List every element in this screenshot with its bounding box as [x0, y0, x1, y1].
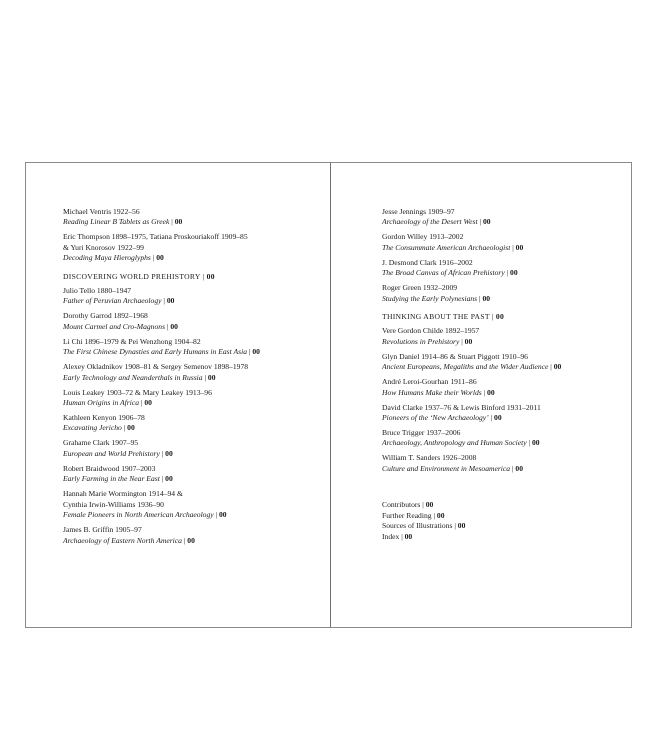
page-number: 00: [187, 535, 195, 545]
separator: |: [510, 242, 516, 252]
entry-title: Female Pioneers in North American Archaeology: [63, 510, 214, 520]
page-number: 00: [252, 347, 260, 357]
page-number: 00: [510, 268, 518, 278]
separator: |: [431, 510, 437, 520]
right-page-contents: [382, 207, 622, 542]
toc-entry: [63, 489, 325, 520]
entry-name: Glyn Daniel 1914–86 & Stuart Piggott 1910–96: [382, 351, 528, 361]
separator: |: [200, 271, 207, 281]
separator: |: [202, 372, 208, 382]
back-matter: [382, 500, 622, 542]
toc-entry: [63, 311, 325, 332]
separator: |: [247, 347, 253, 357]
separator: |: [489, 312, 496, 322]
page-number: 00: [436, 510, 445, 520]
back-matter-label: Contributors: [382, 500, 421, 510]
page-number: 00: [553, 362, 562, 372]
entry-name: William T. Sanders 1926–2008: [382, 453, 477, 463]
page-number: 00: [482, 217, 491, 227]
entry-title: The Broad Canvas of African Prehistory: [382, 268, 505, 278]
entry-title: Decoding Maya Hieroglyphs: [63, 253, 151, 263]
page-number: 00: [165, 474, 173, 484]
section-title: DISCOVERING WORLD PREHISTORY: [63, 271, 201, 281]
entry-title-line: [382, 464, 622, 474]
entry-title-line: [382, 438, 622, 448]
entry-name: Robert Braidwood 1907–2003: [63, 463, 156, 473]
entry-title-line: [63, 398, 325, 408]
entry-title: How Humans Make their Worlds: [382, 387, 482, 397]
entry-title: Pioneers of the ‘New Archaeology’: [382, 413, 489, 423]
separator: |: [420, 500, 426, 510]
page-number: 00: [531, 438, 540, 448]
separator: |: [161, 296, 167, 306]
entry-name: Michael Ventris 1922–56: [63, 207, 140, 216]
page-number: 00: [170, 321, 178, 331]
toc-entry: [382, 232, 622, 253]
entry-title-line: [382, 362, 622, 372]
entry-name: Cynthia Irwin-Williams 1936–90: [63, 499, 164, 509]
entry-name: Vere Gordon Childe 1892–1957: [382, 326, 480, 336]
toc-entry: [63, 337, 325, 358]
page-number: 00: [207, 372, 216, 382]
separator: |: [159, 448, 166, 458]
separator: |: [548, 362, 554, 372]
entry-name: Li Chi 1896–1979 & Pei Wenzhong 1904–82: [63, 336, 201, 346]
page-number: 00: [174, 217, 183, 227]
toc-entry: [63, 362, 325, 383]
page-number: 00: [165, 448, 173, 458]
entry-title-line: [382, 388, 622, 398]
page-number: 00: [156, 253, 164, 263]
toc-entry: [63, 438, 325, 459]
page-number: 00: [206, 271, 215, 281]
entry-name: David Clarke 1937–76 & Lewis Binford 1931–2011: [382, 402, 541, 412]
entry-name: Louis Leakey 1903–72 & Mary Leakey 1913–96: [63, 387, 212, 397]
toc-entry: [382, 283, 622, 304]
back-matter-item: [382, 511, 622, 521]
entry-name: André Leroi-Gourhan 1911–86: [382, 377, 477, 387]
section-title: THINKING ABOUT THE PAST: [382, 312, 490, 322]
entry-title-line: [63, 347, 325, 357]
toc-entry: [63, 207, 325, 228]
entry-title: European and World Prehistory: [63, 448, 160, 458]
entry-name: Gordon Willey 1913–2002: [382, 232, 464, 242]
page-number: 00: [457, 521, 466, 531]
entry-name: Eric Thompson 1898–1975, Tatiana Proskouriakoff 1909–85: [63, 232, 248, 242]
toc-entry: [63, 232, 325, 263]
entry-name: Alexey Okladnikov 1908–81 & Sergey Semenov 1898–1978: [63, 362, 249, 372]
page-number: 00: [495, 312, 505, 322]
separator: |: [452, 521, 458, 531]
entry-title: Early Farming in the Near East: [63, 474, 160, 484]
entry-title: Reading Linear B Tablets as Greek: [63, 217, 170, 227]
entry-title: Archaeology of Eastern North America: [63, 535, 182, 545]
separator: |: [477, 217, 483, 227]
separator: |: [213, 510, 219, 520]
entry-title-line: [63, 217, 325, 227]
toc-entry: [382, 326, 622, 347]
toc-entry: [63, 286, 325, 307]
separator: |: [526, 438, 532, 448]
entry-title-line: [382, 243, 622, 253]
entry-title-line: [63, 322, 325, 332]
entry-name: Roger Green 1932–2009: [382, 283, 458, 293]
entry-name: Dorothy Garrod 1892–1968: [63, 311, 148, 321]
toc-entry: [63, 525, 325, 546]
entry-title: Archaeology of the Desert West: [382, 217, 478, 227]
entry-title: Human Origins in Africa: [63, 398, 140, 408]
page-number: 00: [425, 500, 434, 510]
left-page-contents: [63, 207, 325, 551]
entry-title-line: [63, 423, 325, 433]
entry-name: Julio Tello 1880–1947: [63, 286, 132, 296]
entry-title-line: [63, 474, 325, 484]
entry-title-line: [63, 373, 325, 383]
separator: |: [159, 474, 166, 484]
back-matter-item: [382, 500, 622, 510]
separator: |: [165, 321, 171, 331]
toc-entry: [382, 403, 622, 424]
entry-title: Mount Carmel and Cro-Magnons: [63, 321, 166, 331]
page-number: 00: [166, 296, 175, 306]
entry-title-line: [63, 253, 325, 263]
back-matter-item: [382, 521, 622, 531]
separator: |: [399, 531, 405, 541]
toc-entry: [63, 413, 325, 434]
page-number: 00: [464, 336, 473, 346]
separator: |: [477, 293, 483, 303]
separator: |: [169, 217, 175, 227]
page-number: 00: [218, 510, 227, 520]
entry-title-line: [63, 296, 325, 306]
separator: |: [510, 463, 516, 473]
back-matter-item: [382, 532, 622, 542]
entry-title: The First Chinese Dynasties and Early Humans in East Asia: [63, 347, 248, 357]
page-number: 00: [487, 387, 495, 397]
page-number: 00: [144, 398, 152, 408]
entry-title: Ancient Europeans, Megaliths and the Wider Audience: [382, 362, 549, 372]
separator: |: [504, 268, 511, 278]
page-number: 00: [127, 423, 135, 433]
toc-entry: [382, 352, 622, 373]
entry-title: Studying the Early Polynesians: [382, 293, 478, 303]
entry-name: Bruce Trigger 1937–2006: [382, 428, 461, 438]
toc-entry: [382, 428, 622, 449]
separator: |: [488, 413, 495, 423]
entry-name: Jesse Jennings 1909–97: [382, 207, 455, 216]
entry-title: Father of Peruvian Archaeology: [63, 296, 162, 306]
separator: |: [181, 535, 188, 545]
page-number: 00: [515, 463, 524, 473]
entry-title: Archaeology, Anthropology and Human Society: [382, 438, 527, 448]
separator: |: [139, 398, 145, 408]
entry-title-line: [382, 268, 622, 278]
entry-title-line: [382, 337, 622, 347]
entry-title: Culture and Environment in Mesoamerica: [382, 463, 511, 473]
section-heading: [382, 312, 622, 322]
toc-entry: [382, 453, 622, 474]
toc-entry: [382, 258, 622, 279]
entry-title-line: [63, 536, 325, 546]
entry-title: Excavating Jericho: [63, 423, 122, 433]
toc-entry: [63, 388, 325, 409]
entry-title-line: [382, 413, 622, 423]
entry-name: Hannah Marie Wormington 1914–94 &: [63, 489, 183, 499]
toc-entry: [382, 377, 622, 398]
book-spread: [25, 162, 632, 628]
entry-title-line: [63, 510, 325, 520]
entry-title: Revolutions in Prehistory: [382, 336, 460, 346]
page-number: 00: [404, 531, 413, 541]
section-heading: [63, 272, 325, 282]
entry-title-line: [382, 294, 622, 304]
separator: |: [121, 423, 128, 433]
toc-entry: [63, 464, 325, 485]
entry-name: Kathleen Kenyon 1906–78: [63, 413, 145, 423]
separator: |: [481, 387, 488, 397]
page-number: 00: [515, 242, 524, 252]
entry-name: Grahame Clark 1907–95: [63, 438, 139, 448]
separator: |: [459, 336, 465, 346]
back-matter-label: Sources of Illustrations: [382, 521, 453, 531]
back-matter-label: Further Reading: [382, 510, 432, 520]
entry-title-line: [63, 449, 325, 459]
page-number: 00: [482, 293, 491, 303]
toc-entry: [382, 207, 622, 228]
entry-name: J. Desmond Clark 1916–2002: [382, 257, 473, 267]
entry-name: James B. Griffin 1905–97: [63, 525, 142, 535]
page-number: 00: [494, 413, 502, 423]
page-gutter: [330, 163, 331, 627]
entry-name: & Yuri Knorosov 1922–99: [63, 242, 144, 252]
entry-title: The Consummate American Archaeologist: [382, 242, 511, 252]
entry-title: Early Technology and Neanderthals in Russia: [63, 372, 203, 382]
entry-title-line: [382, 217, 622, 227]
separator: |: [150, 253, 157, 263]
back-matter-label: Index: [382, 531, 400, 541]
